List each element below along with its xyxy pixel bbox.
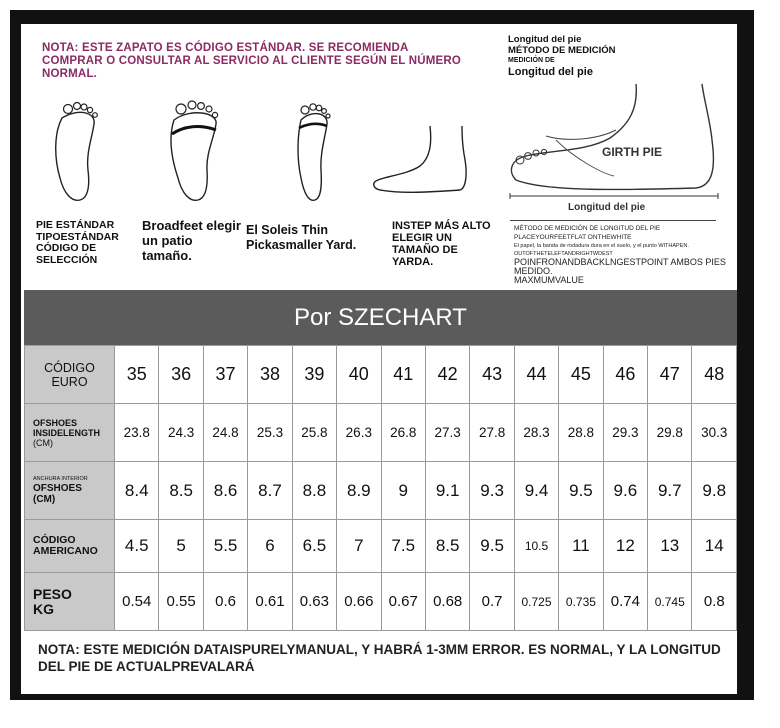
divider — [510, 220, 716, 221]
side-foot-diagram — [506, 80, 722, 214]
row-header-us: CÓDIGO AMERICANO — [25, 520, 115, 573]
row-header-weight: PESO KG — [25, 573, 115, 631]
length-label: Longitud del pie — [568, 202, 646, 213]
table-row: PESO KG 0.54 0.55 0.6 0.61 0.63 0.66 0.67 0.68 0.7 0.725 0.735 0.74 0.745 0.8 — [25, 573, 737, 631]
table-row: CÓDIGO EURO 35 36 37 38 39 40 41 42 43 44 45 46 47 48 — [25, 346, 737, 404]
measurement-heading: Longitud del pie MÉTODO DE MEDICIÓN MEDICIÓN DE Longitud del pie — [508, 34, 616, 78]
table-row: CÓDIGO AMERICANO 4.5 5 5.5 6 6.5 7 7.5 8.5 9.5 10.5 11 12 13 14 — [25, 520, 737, 573]
size-table — [24, 345, 737, 631]
thin-foot-icon — [287, 98, 337, 204]
row-header-euro: CÓDIGO EURO — [25, 346, 115, 404]
table-row: ANCHURA INTERIOR OFSHOES (CM) 8.4 8.5 8.6 8.7 8.8 8.9 9 9.1 9.3 9.4 9.5 9.6 9.7 9.8 — [25, 462, 737, 520]
standard-foot-caption: PIE ESTÁNDAR TIPOESTÁNDAR CÓDIGO DE SELECCIÓN — [36, 219, 119, 266]
broad-foot-caption: Broadfeet elegir un patio tamaño. — [142, 218, 241, 263]
bottom-note: NOTA: ESTE MEDICIÓN DATAISPURELYMANUAL, Y HABRÁ 1-3MM ERROR. ES NORMAL, Y LA LONGITUD DEL PIE DE ACTUALPREVALARÁ — [38, 642, 721, 674]
row-header-width: ANCHURA INTERIOR OFSHOES (CM) — [25, 462, 115, 520]
high-instep-foot-icon — [372, 124, 472, 196]
high-instep-caption: INSTEP MÁS ALTO ELEGIR UN TAMAÑO DE YARDA. — [392, 220, 491, 268]
top-note: NOTA: ESTE ZAPATO ES CÓDIGO ESTÁNDAR. SE RECOMIENDA COMPRAR O CONSULTAR AL SERVICIO AL CLIENTE SEGÚN EL NÚMERO NORMAL. — [42, 42, 462, 80]
broad-foot-icon — [166, 98, 222, 204]
row-header-length: OFSHOES INSIDELENGTH (CM) — [25, 404, 115, 462]
girth-label: GIRTH PIE — [602, 145, 663, 159]
measurement-description: MÉTODO DE MEDICIÓN DE LONGITUD DEL PIE PLACEYOURFEETFLAT ONTHEWHITE El papel, la banda de rodadura dura en el suelo, y el punto WITHAPEN. OUTOFTHETELEFTANDRIGHTWDEST POINFRONANDBACKLNGESTPOINT AMBOS PIES MEDIDO. MAXMUMVALUE — [514, 225, 726, 285]
chart-banner: Por SZECHART — [24, 290, 737, 345]
standard-foot-icon — [48, 98, 104, 204]
table-row: OFSHOES INSIDELENGTH (CM) 23.8 24.3 24.8 25.3 25.8 26.3 26.8 27.3 27.8 28.3 28.8 29.3 29.8 30.3 — [25, 404, 737, 462]
thin-foot-caption: El Soleis Thin Pickasmaller Yard. — [246, 223, 357, 252]
